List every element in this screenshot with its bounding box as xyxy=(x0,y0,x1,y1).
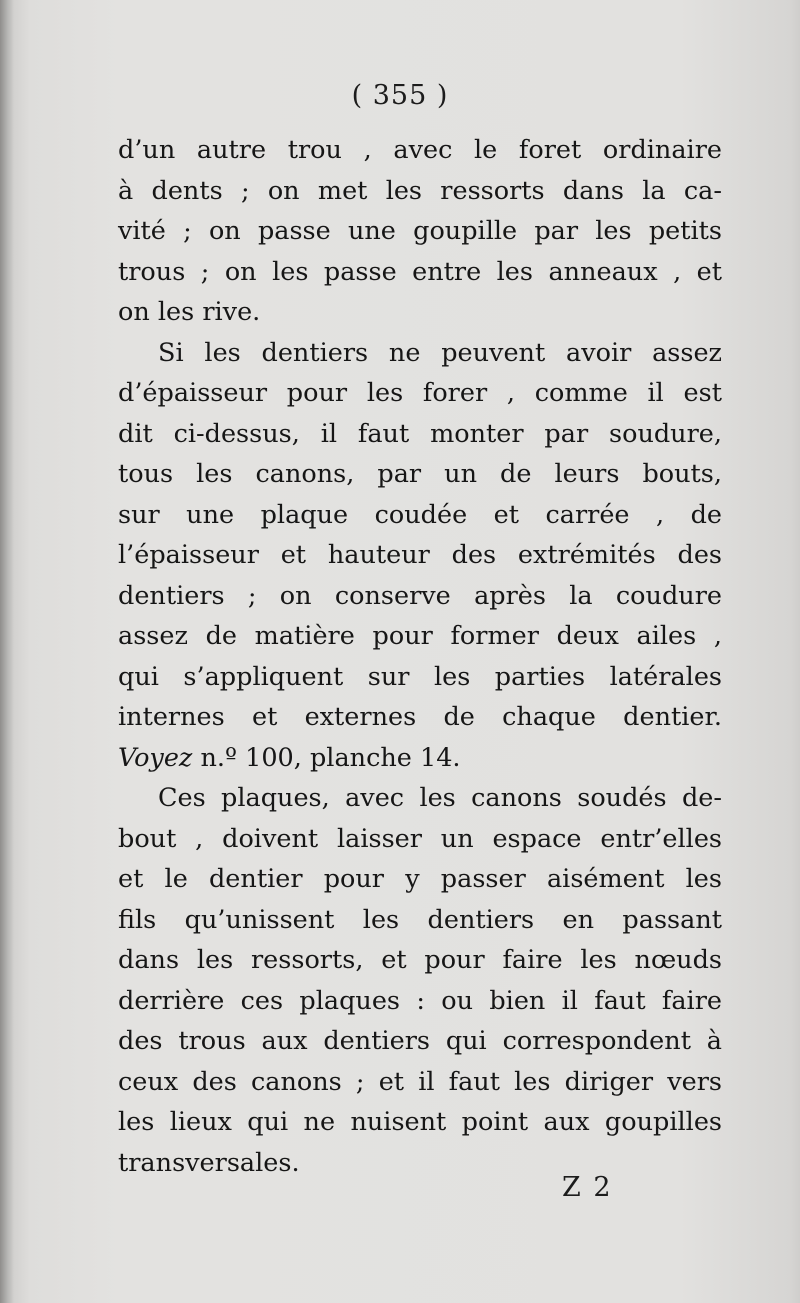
text-line: Si les dentiers ne peuvent avoir assez xyxy=(158,337,722,368)
reference-italic: Voyez xyxy=(118,742,193,773)
text-line: d’un autre trou , avec le foret ordinaire xyxy=(118,135,722,165)
page-number: ( 355 ) xyxy=(351,80,449,111)
page-gutter-shadow xyxy=(0,0,14,1303)
text-line: dentiers ; on conserve après la coudure xyxy=(118,580,722,611)
text-line: Ces plaques, avec les canons soudés de- xyxy=(158,783,722,813)
text-line: assez de matière pour former deux ailes , xyxy=(118,621,722,651)
text-line: tous les canons, par un de leurs bouts, xyxy=(118,459,722,489)
text-line: trous ; on les passe entre les anneaux , et xyxy=(118,256,722,287)
text-line: fils qu’unissent les dentiers en passant xyxy=(118,904,722,935)
text-line: derrière ces plaques : ou bien il faut faire xyxy=(118,985,722,1016)
reference-text: n.º 100, planche 14. xyxy=(192,742,461,773)
body-text xyxy=(118,130,722,1183)
text-line: l’épaisseur et hauteur des extrémités des xyxy=(118,540,722,570)
text-line: dans les ressorts, et pour faire les nœuds xyxy=(118,945,722,975)
plate-reference xyxy=(118,738,722,779)
text-line: internes et externes de chaque dentier. xyxy=(118,702,722,732)
text-line: vité ; on passe une goupille par les petits xyxy=(118,216,722,246)
text-line: à dents ; on met les ressorts dans la ca- xyxy=(118,175,722,206)
text-line: d’épaisseur pour les forer , comme il est xyxy=(118,378,722,408)
text-line: ceux des canons ; et il faut les diriger vers xyxy=(118,1066,722,1097)
text-line: transversales. xyxy=(118,1147,300,1178)
text-line: bout , doivent laisser un espace entr’elles xyxy=(118,823,722,854)
text-line: qui s’appliquent sur les parties latérales xyxy=(118,661,722,692)
signature-mark: Z 2 xyxy=(562,1172,613,1203)
text-line: on les rive. xyxy=(118,297,261,327)
text-line: et le dentier pour y passer aisément les xyxy=(118,864,722,894)
text-line: les lieux qui ne nuisent point aux goupilles xyxy=(118,1107,722,1137)
text-line: des trous aux dentiers qui correspondent à xyxy=(118,1026,722,1056)
text-line: dit ci-dessus, il faut monter par soudure, xyxy=(118,418,722,449)
text-line: sur une plaque coudée et carrée , de xyxy=(118,499,722,530)
